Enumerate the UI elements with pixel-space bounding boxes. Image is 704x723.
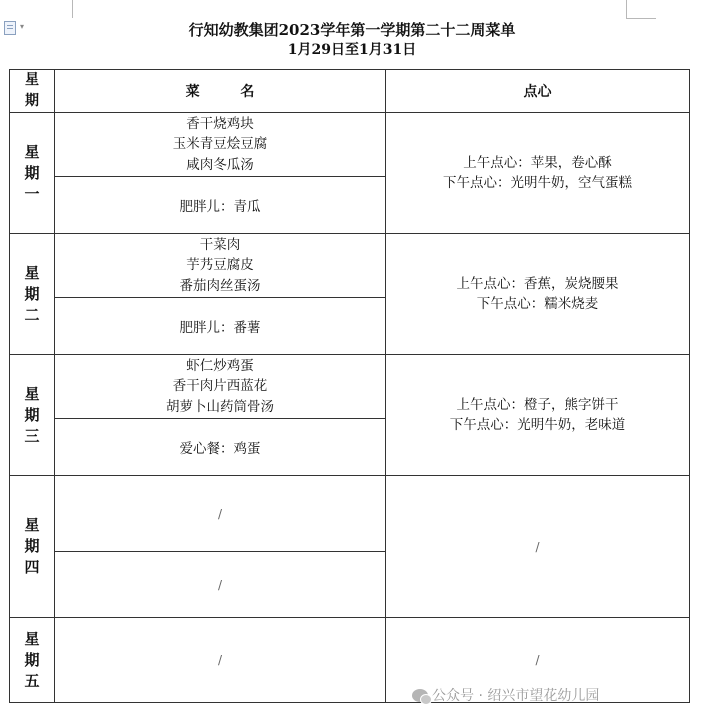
snack-item: 下午点心：光明牛奶，老味道 [449,417,626,433]
snack-cell: / [386,476,690,618]
header-dishes: 菜 名 [55,70,386,113]
table-row [10,234,690,298]
page-corner-mark-left [72,0,73,18]
extra-dish-cell: 爱心餐：鸡蛋 [55,419,386,476]
snack-item: 下午点心：光明牛奶，空气蛋糕 [443,175,632,191]
dish-item: 咸肉冬瓜汤 [186,156,254,173]
day-label: 星 期 四 [10,476,55,618]
dish-cell: / [55,476,386,552]
header-snacks: 点心 [386,70,690,113]
dish-item: 番茄肉丝蛋汤 [179,277,261,294]
menu-date-range: 1月29日至1月31日 [287,42,417,58]
wechat-icon [412,689,428,702]
dish-cell [55,234,386,298]
snack-cell [386,355,690,476]
dish-item: 干菜肉 [199,236,241,253]
menu-title: 行知幼教集团2023学年第一学期第二十二周菜单 [188,21,516,39]
dish-item: 芋艿豆腐皮 [186,257,254,274]
dish-cell [55,355,386,419]
day-label: 星 期 二 [10,234,55,355]
dish-item: 香干烧鸡块 [186,115,254,132]
day-label: 星 期 三 [10,355,55,476]
dish-item: 玉米青豆烩豆腐 [172,136,268,153]
extra-dish-cell: 肥胖儿：番薯 [55,298,386,355]
page-corner-mark-right [626,0,627,18]
page-corner-mark-right-h [626,18,656,19]
dish-cell [55,113,386,177]
dish-cell: / [55,618,386,703]
chevron-down-icon[interactable]: ▾ [20,22,25,31]
snack-cell [386,234,690,355]
header-row [10,70,690,113]
snack-item: 上午点心：香蕉，炭烧腰果 [456,275,619,292]
snack-item: 下午点心：糯米烧麦 [476,296,599,312]
snack-cell: / [386,618,690,703]
extra-dish-cell: 肥胖儿：青瓜 [55,177,386,234]
dish-item: 虾仁炒鸡蛋 [186,357,254,374]
table-row [10,355,690,419]
snack-item: 上午点心：橙子，熊字饼干 [456,396,619,413]
menu-table [9,69,690,703]
table-row [10,113,690,177]
watermark-text: 公众号 · 绍兴市望花幼儿园 [432,688,600,704]
header-day: 星 期 [10,70,55,113]
table-row [10,476,690,552]
extra-dish-cell: / [55,552,386,618]
day-label: 星 期 一 [10,113,55,234]
snack-item: 上午点心：苹果，卷心酥 [463,154,612,171]
dish-item: 胡萝卜山药筒骨汤 [166,398,274,415]
day-label: 星 期 五 [10,618,55,703]
dish-item: 香干肉片西蓝花 [172,378,268,395]
snack-cell [386,113,690,234]
watermark [412,685,599,705]
